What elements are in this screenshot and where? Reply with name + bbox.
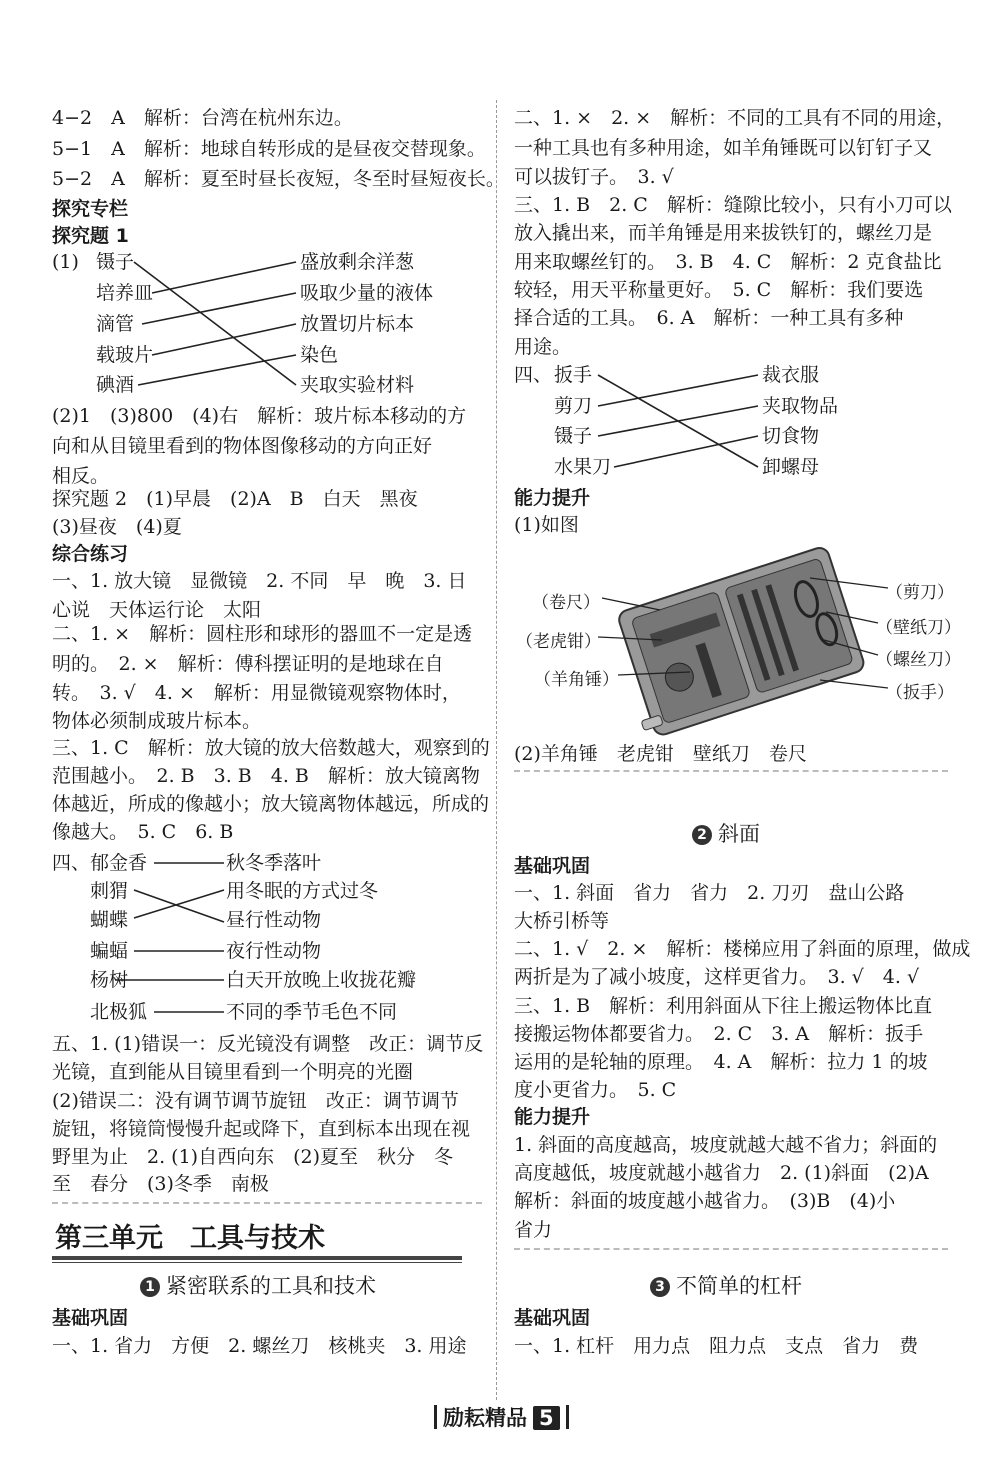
match-right-item: 放置切片标本 — [300, 313, 415, 335]
answer-line: 两折是为了减小坡度，这样更省力。 3. √ 4. √ — [514, 966, 920, 988]
answer-line: 度小更省力。 5. C — [514, 1079, 677, 1101]
footer-bar — [566, 1405, 569, 1429]
match-right-item: 染色 — [300, 344, 339, 366]
match-right-item: 秋冬季落叶 — [226, 852, 322, 874]
answer-line: (2)错误二：没有调节调节旋钮 改正：调节调节 — [52, 1090, 459, 1112]
answer-line: 三、1. B 解析：利用斜面从下往上搬运物体比直 — [514, 995, 933, 1017]
question-number: 四、 — [514, 364, 553, 386]
section-divider — [514, 1248, 948, 1250]
lesson-number: 1 — [140, 1277, 160, 1297]
match-left-item: 镊子 — [96, 251, 135, 273]
subsection-heading: 基础巩固 — [52, 1307, 129, 1329]
lesson-number: 2 — [692, 825, 712, 845]
answer-line: 一、1. 杠杆 用力点 阻力点 支点 省力 费 — [514, 1335, 919, 1357]
tool-label: （羊角锤） — [534, 670, 619, 690]
answer-line: 用来取螺丝钉的。 3. B 4. C 解析：2 克食盐比 — [514, 251, 942, 273]
answer-line: 心说 天体运行论 太阳 — [52, 599, 262, 621]
match-left-item: 镊子 — [554, 425, 593, 447]
match-right-item: 不同的季节毛色不同 — [226, 1001, 398, 1023]
answer-line: 物体必须制成玻片标本。 — [52, 710, 262, 732]
page-footer — [428, 1402, 575, 1432]
match-right-item: 用冬眠的方式过冬 — [226, 880, 379, 902]
match-right-item: 夜行性动物 — [226, 940, 322, 962]
match-left-item: 杨树 — [90, 969, 129, 991]
match-right-item: 夹取物品 — [762, 395, 839, 417]
answer-line: 1. 斜面的高度越高，坡度就越大越不省力；斜面的 — [514, 1134, 938, 1156]
match-right-item: 吸取少量的液体 — [300, 282, 434, 304]
answer-line: 解析：斜面的坡度越小越省力。 (3)B (4)小 — [514, 1190, 896, 1212]
answer-line: 明的。 2. × 解析：傅科摆证明的是地球在自 — [52, 653, 444, 675]
match-left-item: 载玻片 — [96, 344, 154, 366]
question-heading: 探究题 1 — [52, 225, 129, 247]
subsection-heading: 能力提升 — [514, 1106, 591, 1128]
section-heading: 综合练习 — [52, 543, 129, 565]
match-left-item: 北极狐 — [90, 1001, 148, 1023]
answer-line: 三、1. C 解析：放大镜的放大倍数越大，观察到的 — [52, 737, 490, 759]
answer-line: 二、1. × 解析：圆柱形和球形的器皿不一定是透 — [52, 623, 473, 645]
subsection-heading: 基础巩固 — [514, 1307, 591, 1329]
question-number: 四、 — [52, 852, 91, 874]
answer-line: 接搬运物体都要省力。 2. C 3. A 解析：扳手 — [514, 1023, 924, 1045]
match-left-item: 剪刀 — [554, 395, 593, 417]
tool-label: （剪刀） — [886, 583, 954, 603]
match-left-item: 扳手 — [554, 364, 593, 386]
answer-line: 向和从目镜里看到的物体图像移动的方向正好 — [52, 435, 433, 457]
answer-line: 可以拔钉子。 3. √ — [514, 166, 674, 188]
lesson-title-text: 不简单的杠杆 — [676, 1274, 802, 1298]
answer-line: 转。 3. √ 4. × 解析：用显微镜观察物体时， — [52, 682, 461, 704]
match-left-item: 刺猬 — [90, 880, 129, 902]
answer-line: (1)如图 — [514, 514, 579, 536]
section-heading: 探究专栏 — [52, 198, 129, 220]
footer-bar — [434, 1405, 437, 1429]
answer-line: 五、1. (1)错误一：反光镜没有调整 改正：调节反 — [52, 1033, 484, 1055]
answer-line: 一种工具也有多种用途，如羊角锤既可以钉钉子又 — [514, 137, 933, 159]
answer-line: 运用的是轮轴的原理。 4. A 解析：拉力 1 的坡 — [514, 1051, 928, 1073]
answer-line: 野里为止 2. (1)自西向东 (2)夏至 秋分 冬 — [52, 1146, 453, 1168]
match-right-item: 切食物 — [762, 425, 820, 447]
answer-line: 一、1. 放大镜 显微镜 2. 不同 早 晚 3. 日 — [52, 570, 467, 592]
lesson-title — [692, 818, 760, 848]
match-left-item: 郁金香 — [90, 852, 148, 874]
match-right-item: 夹取实验材料 — [300, 374, 415, 396]
match-left-item: 蝴蝶 — [90, 909, 129, 931]
page-number: 5 — [533, 1406, 560, 1430]
answer-line: 大桥引桥等 — [514, 910, 610, 932]
subsection-heading: 基础巩固 — [514, 855, 591, 877]
answer-line: 择合适的工具。 6. A 解析：一种工具有多种 — [514, 307, 904, 329]
answer-line: 一、1. 省力 方便 2. 螺丝刀 核桃夹 3. 用途 — [52, 1335, 467, 1357]
match-left-item: 培养皿 — [96, 282, 154, 304]
answer-line: 一、1. 斜面 省力 省力 2. 刀刃 盘山公路 — [514, 882, 905, 904]
lesson-title-text: 斜面 — [718, 822, 760, 846]
answer-line: 高度越低，坡度就越小越省力 2. (1)斜面 (2)A — [514, 1162, 929, 1184]
answer-line: (3)昼夜 (4)夏 — [52, 516, 182, 538]
answer-line: 像越大。 5. C 6. B — [52, 821, 234, 843]
match-right-item: 白天开放晚上收拢花瓣 — [226, 969, 417, 991]
match-left-item: 水果刀 — [554, 456, 612, 478]
answer-line: 二、1. √ 2. × 解析：楼梯应用了斜面的原理，做成 — [514, 938, 971, 960]
answer-line: 放入撬出来，而羊角锤是用来拔铁钉的，螺丝刀是 — [514, 222, 933, 244]
answer-line: 旋钮，将镜筒慢慢升起或降下，直到标本出现在视 — [52, 1118, 471, 1140]
answer-line: 5−1 A 解析：地球自转形成的是昼夜交替现象。 — [52, 138, 486, 160]
section-divider — [514, 770, 948, 772]
match-right-item: 盛放剩余洋葱 — [300, 251, 415, 273]
answer-line: 用途。 — [514, 336, 572, 358]
answer-line: 4−2 A 解析：台湾在杭州东边。 — [52, 107, 353, 129]
unit-title: 第三单元 工具与技术 — [55, 1223, 325, 1254]
subsection-heading: 能力提升 — [514, 487, 591, 509]
tool-label: （老虎钳） — [516, 632, 601, 652]
footer-brand: 励耘精品 — [443, 1406, 527, 1430]
match-left-item: 滴管 — [96, 313, 135, 335]
answer-line: (2)1 (3)800 (4)右 解析：玻片标本移动的方 — [52, 405, 467, 427]
tool-label: （螺丝刀） — [876, 650, 961, 670]
tool-label: （卷尺） — [532, 593, 600, 613]
answer-line: 探究题 2 (1)早晨 (2)A B 白天 黑夜 — [52, 488, 418, 510]
match-right-item: 卸螺母 — [762, 456, 820, 478]
answer-line: 范围越小。 2. B 3. B 4. B 解析：放大镜离物 — [52, 765, 480, 787]
answer-line: 相反。 — [52, 465, 110, 487]
answer-line: 光镜，直到能从目镜里看到一个明亮的光圈 — [52, 1061, 414, 1083]
answer-line: 省力 — [514, 1219, 553, 1241]
answer-line: 至 春分 (3)冬季 南极 — [52, 1173, 269, 1195]
answer-line: 二、1. × 2. × 解析：不同的工具有不同的用途， — [514, 107, 956, 129]
tool-label: （扳手） — [886, 683, 954, 703]
answer-line: 较轻，用天平称量更好。 5. C 解析：我们要选 — [514, 279, 924, 301]
answer-line: (2)羊角锤 老虎钳 壁纸刀 卷尺 — [514, 743, 807, 765]
match-right-item: 昼行性动物 — [226, 909, 322, 931]
match-left-item: 蝙蝠 — [90, 940, 129, 962]
match-right-item: 裁衣服 — [762, 364, 820, 386]
lesson-title — [650, 1270, 802, 1300]
answer-line: 体越近，所成的像越小；放大镜离物体越远，所成的 — [52, 793, 490, 815]
answer-line: 5−2 A 解析：夏至时昼长夜短，冬至时昼短夜长。 — [52, 168, 505, 190]
lesson-number: 3 — [650, 1277, 670, 1297]
match-left-item: 碘酒 — [96, 374, 135, 396]
answer-line: 三、1. B 2. C 解析：缝隙比较小，只有小刀可以 — [514, 194, 952, 216]
question-number: (1) — [52, 251, 79, 273]
tool-label: （壁纸刀） — [876, 618, 961, 638]
lesson-title-text: 紧密联系的工具和技术 — [166, 1274, 376, 1298]
